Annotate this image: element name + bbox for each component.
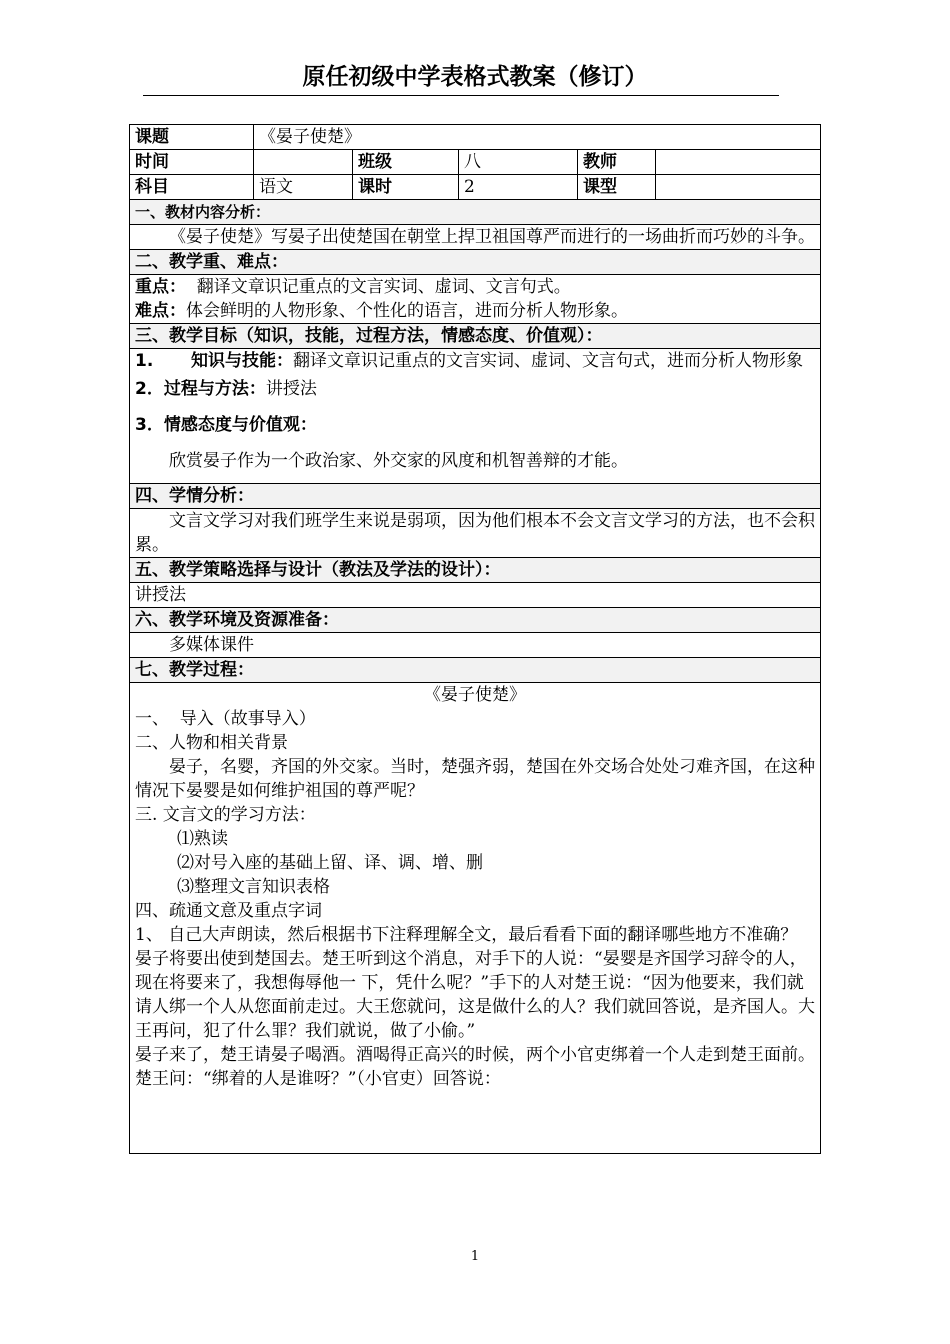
subject-label: 科目 [130,175,254,200]
student-analysis-text: 文言文学习对我们班学生来说是弱项，因为他们根本不会文言文学习的方法，也不会积累。 [135,511,815,555]
row-s6-body [130,633,821,658]
difficulty-label: 难点： [135,301,186,321]
time-value [254,150,353,175]
goal-knowledge [135,349,815,373]
key-point-line [135,275,815,299]
goal-emotion-label: 3．情感态度与价值观： [135,415,317,435]
goal-number: 1. [135,351,154,371]
material-analysis-text: 《晏子使楚》写晏子出使楚国在朝堂上捍卫祖国尊严而进行的一场曲折而巧妙的斗争。 [169,227,815,247]
row-s4-body [130,509,821,558]
section-title: 七、教学过程： [130,658,821,683]
row-s1-body [130,225,821,250]
process-line: 一、 导入（故事导入） [135,709,316,729]
difficulty-text: 体会鲜明的人物形象、个性化的语言，进而分析人物形象。 [186,301,628,321]
section-title: 四、学情分析： [130,484,821,509]
row-subject [130,175,821,200]
page-number: 1 [470,1249,480,1264]
teacher-value [656,150,821,175]
title-underline [143,95,779,96]
key-point-label: 重点： [135,277,186,297]
goal-text: 翻译文章识记重点的文言实词、虚词、文言句式，进而分析人物形象 [293,351,803,371]
class-value: 八 [459,150,578,175]
section-body [130,633,821,658]
lesson-plan-table [129,124,821,1154]
goal-label: 知识与技能： [191,351,293,371]
row-s2-body [130,275,821,324]
process-line: 1、 自己大声朗读，然后根据书下注释理解全文，最后看看下面的翻译哪些地方不准确？ [135,925,798,945]
topic-value: 《晏子使楚》 [254,125,821,150]
process-line: 二、人物和相关背景 [135,733,288,753]
goal-emotion-text: 欣赏晏子作为一个政治家、外交家的风度和机智善辩的才能。 [169,451,628,471]
row-s7-title [130,658,821,683]
section-title: 六、教学环境及资源准备： [130,608,821,633]
process-line: ⑶整理文言知识表格 [177,877,330,897]
row-s1-title [130,200,821,225]
teacher-label: 教师 [578,150,656,175]
process-line: 三. 文言文的学习方法： [135,805,316,825]
subject-value: 语文 [254,175,353,200]
section-title: 三、教学目标（知识，技能，过程方法，情感态度、价值观）： [130,324,821,349]
goal-text: 讲授法 [265,379,317,399]
topic-label: 课题 [130,125,254,150]
process-line: 晏子，名婴，齐国的外交家。当时，楚强齐弱，楚国在外交场合处处刁难齐国，在这种情况下晏婴是如何维护祖国的尊严呢？ [135,757,815,801]
type-label: 课型 [578,175,656,200]
section-body [130,225,821,250]
goal-label: 2．过程与方法： [135,379,266,399]
difficulty-line [135,299,815,323]
row-s6-title [130,608,821,633]
process-line: 晏子来了，楚王请晏子喝酒。酒喝得正高兴的时候，两个小官吏绑着一个人走到楚王面前。楚王问：“绑着的人是谁呀？”（小官吏）回答说： [135,1045,815,1089]
section-body [130,583,821,608]
process-line: 四、疏通文意及重点字词 [135,901,322,921]
section-body [130,509,821,558]
hours-value: 2 [459,175,578,200]
goal-process [135,377,815,401]
process-line: ⑵对号入座的基础上留、译、调、增、删 [177,853,483,873]
strategy-text: 讲授法 [135,585,186,605]
row-s5-body [130,583,821,608]
row-s7-body [130,683,821,1154]
row-s2-title [130,250,821,275]
section-body [130,275,821,324]
process-line: ⑴熟读 [177,829,228,849]
hours-label: 课时 [353,175,459,200]
row-time [130,150,821,175]
section-title: 五、教学策略选择与设计（教法及学法的设计）： [130,558,821,583]
row-s5-title [130,558,821,583]
section-title: 一、教材内容分析： [130,200,821,225]
process-heading: 《晏子使楚》 [424,685,527,705]
row-s3-body [130,349,821,484]
process-line: 晏子将要出使到楚国去。楚王听到这个消息，对手下的人说：“晏婴是齐国学习辞令的人，现在将要来了，我想侮辱他一 下，凭什么呢？”手下的人对楚王说：“因为他要来，我们就请人绑一个人从您面前走过。大王您就问，这是做什么的人？我们就回答说，是齐国人。大王再问，犯了什么罪？我们就说，做了小偷。” [135,949,815,1041]
resources-text: 多媒体课件 [169,635,254,655]
time-label: 时间 [130,150,254,175]
section-body [130,683,821,1154]
class-label: 班级 [353,150,459,175]
section-body [130,349,821,484]
section-title: 二、教学重、难点： [130,250,821,275]
key-point-text: 翻译文章识记重点的文言实词、虚词、文言句式。 [186,277,571,297]
row-s3-title [130,324,821,349]
page-title: 原任初级中学表格式教案（修订） [302,64,648,90]
row-s4-title [130,484,821,509]
row-topic [130,125,821,150]
type-value [656,175,821,200]
